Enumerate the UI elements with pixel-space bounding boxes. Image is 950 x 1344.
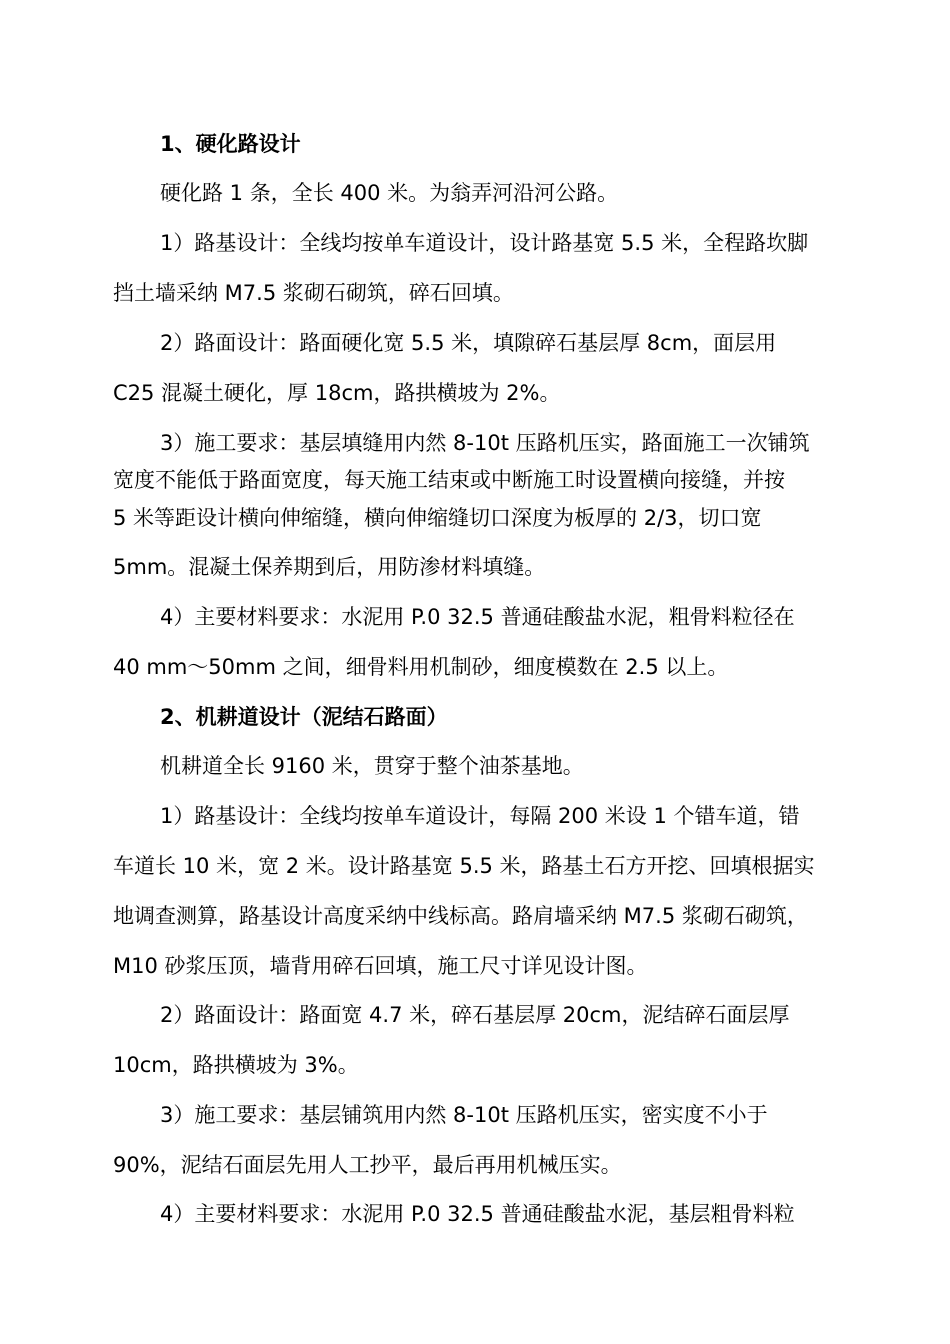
paragraph-line: 1）路基设计：全线均按单车道设计，每隔 200 米设 1 个错车道，错 — [160, 804, 800, 828]
section-intro: 硬化路 1 条，全长 400 米。为翁弄河沿河公路。 — [160, 181, 619, 205]
paragraph-line: C25 混凝土硬化，厚 18cm，路拱横坡为 2%。 — [113, 381, 561, 405]
paragraph-line: 4）主要材料要求：水泥用 P.0 32.5 普通硅酸盐水泥，粗骨料粒径在 — [160, 605, 795, 629]
paragraph-line: 3）施工要求：基层铺筑用内然 8-10t 压路机压实，密实度不小于 — [160, 1103, 768, 1127]
paragraph-line: 40 mm～50mm 之间，细骨料用机制砂，细度模数在 2.5 以上。 — [113, 655, 729, 679]
paragraph-line: 5 米等距设计横向伸缩缝，横向伸缩缝切口深度为板厚的 2/3，切口宽 — [113, 506, 762, 530]
paragraph-line: 车道长 10 米，宽 2 米。设计路基宽 5.5 米，路基土石方开挖、回填根据实 — [113, 854, 815, 878]
paragraph-line: 挡土墙采纳 M7.5 浆砌石砌筑，碎石回填。 — [113, 281, 514, 305]
paragraph-line: 10cm，路拱横坡为 3%。 — [113, 1053, 359, 1077]
paragraph-line: 2）路面设计：路面宽 4.7 米，碎石基层厚 20cm，泥结碎石面层厚 — [160, 1003, 790, 1027]
paragraph-line: 5mm。混凝土保养期到后，用防渗材料填缝。 — [113, 555, 546, 579]
paragraph-line: 地调查测算，路基设计高度采纳中线标高。路肩墙采纳 M7.5 浆砌石砌筑， — [113, 904, 808, 928]
section-heading: 2、机耕道设计（泥结石路面） — [160, 705, 448, 729]
section-heading: 1、硬化路设计 — [160, 132, 301, 156]
section-intro: 机耕道全长 9160 米，贯穿于整个油茶基地。 — [160, 754, 584, 778]
paragraph-line: 宽度不能低于路面宽度，每天施工结束或中断施工时设置横向接缝，并按 — [113, 468, 785, 492]
paragraph-line: 4）主要材料要求：水泥用 P.0 32.5 普通硅酸盐水泥，基层粗骨料粒 — [160, 1202, 795, 1226]
paragraph-line: M10 砂浆压顶，墙背用碎石回填，施工尺寸详见设计图。 — [113, 954, 648, 978]
paragraph-line: 3）施工要求：基层填缝用内然 8-10t 压路机压实，路面施工一次铺筑 — [160, 431, 810, 455]
paragraph-line: 1）路基设计：全线均按单车道设计，设计路基宽 5.5 米，全程路坎脚 — [160, 231, 809, 255]
paragraph-line: 2）路面设计：路面硬化宽 5.5 米，填隙碎石基层厚 8cm，面层用 — [160, 331, 777, 355]
paragraph-line: 90%，泥结石面层先用人工抄平，最后再用机械压实。 — [113, 1153, 622, 1177]
